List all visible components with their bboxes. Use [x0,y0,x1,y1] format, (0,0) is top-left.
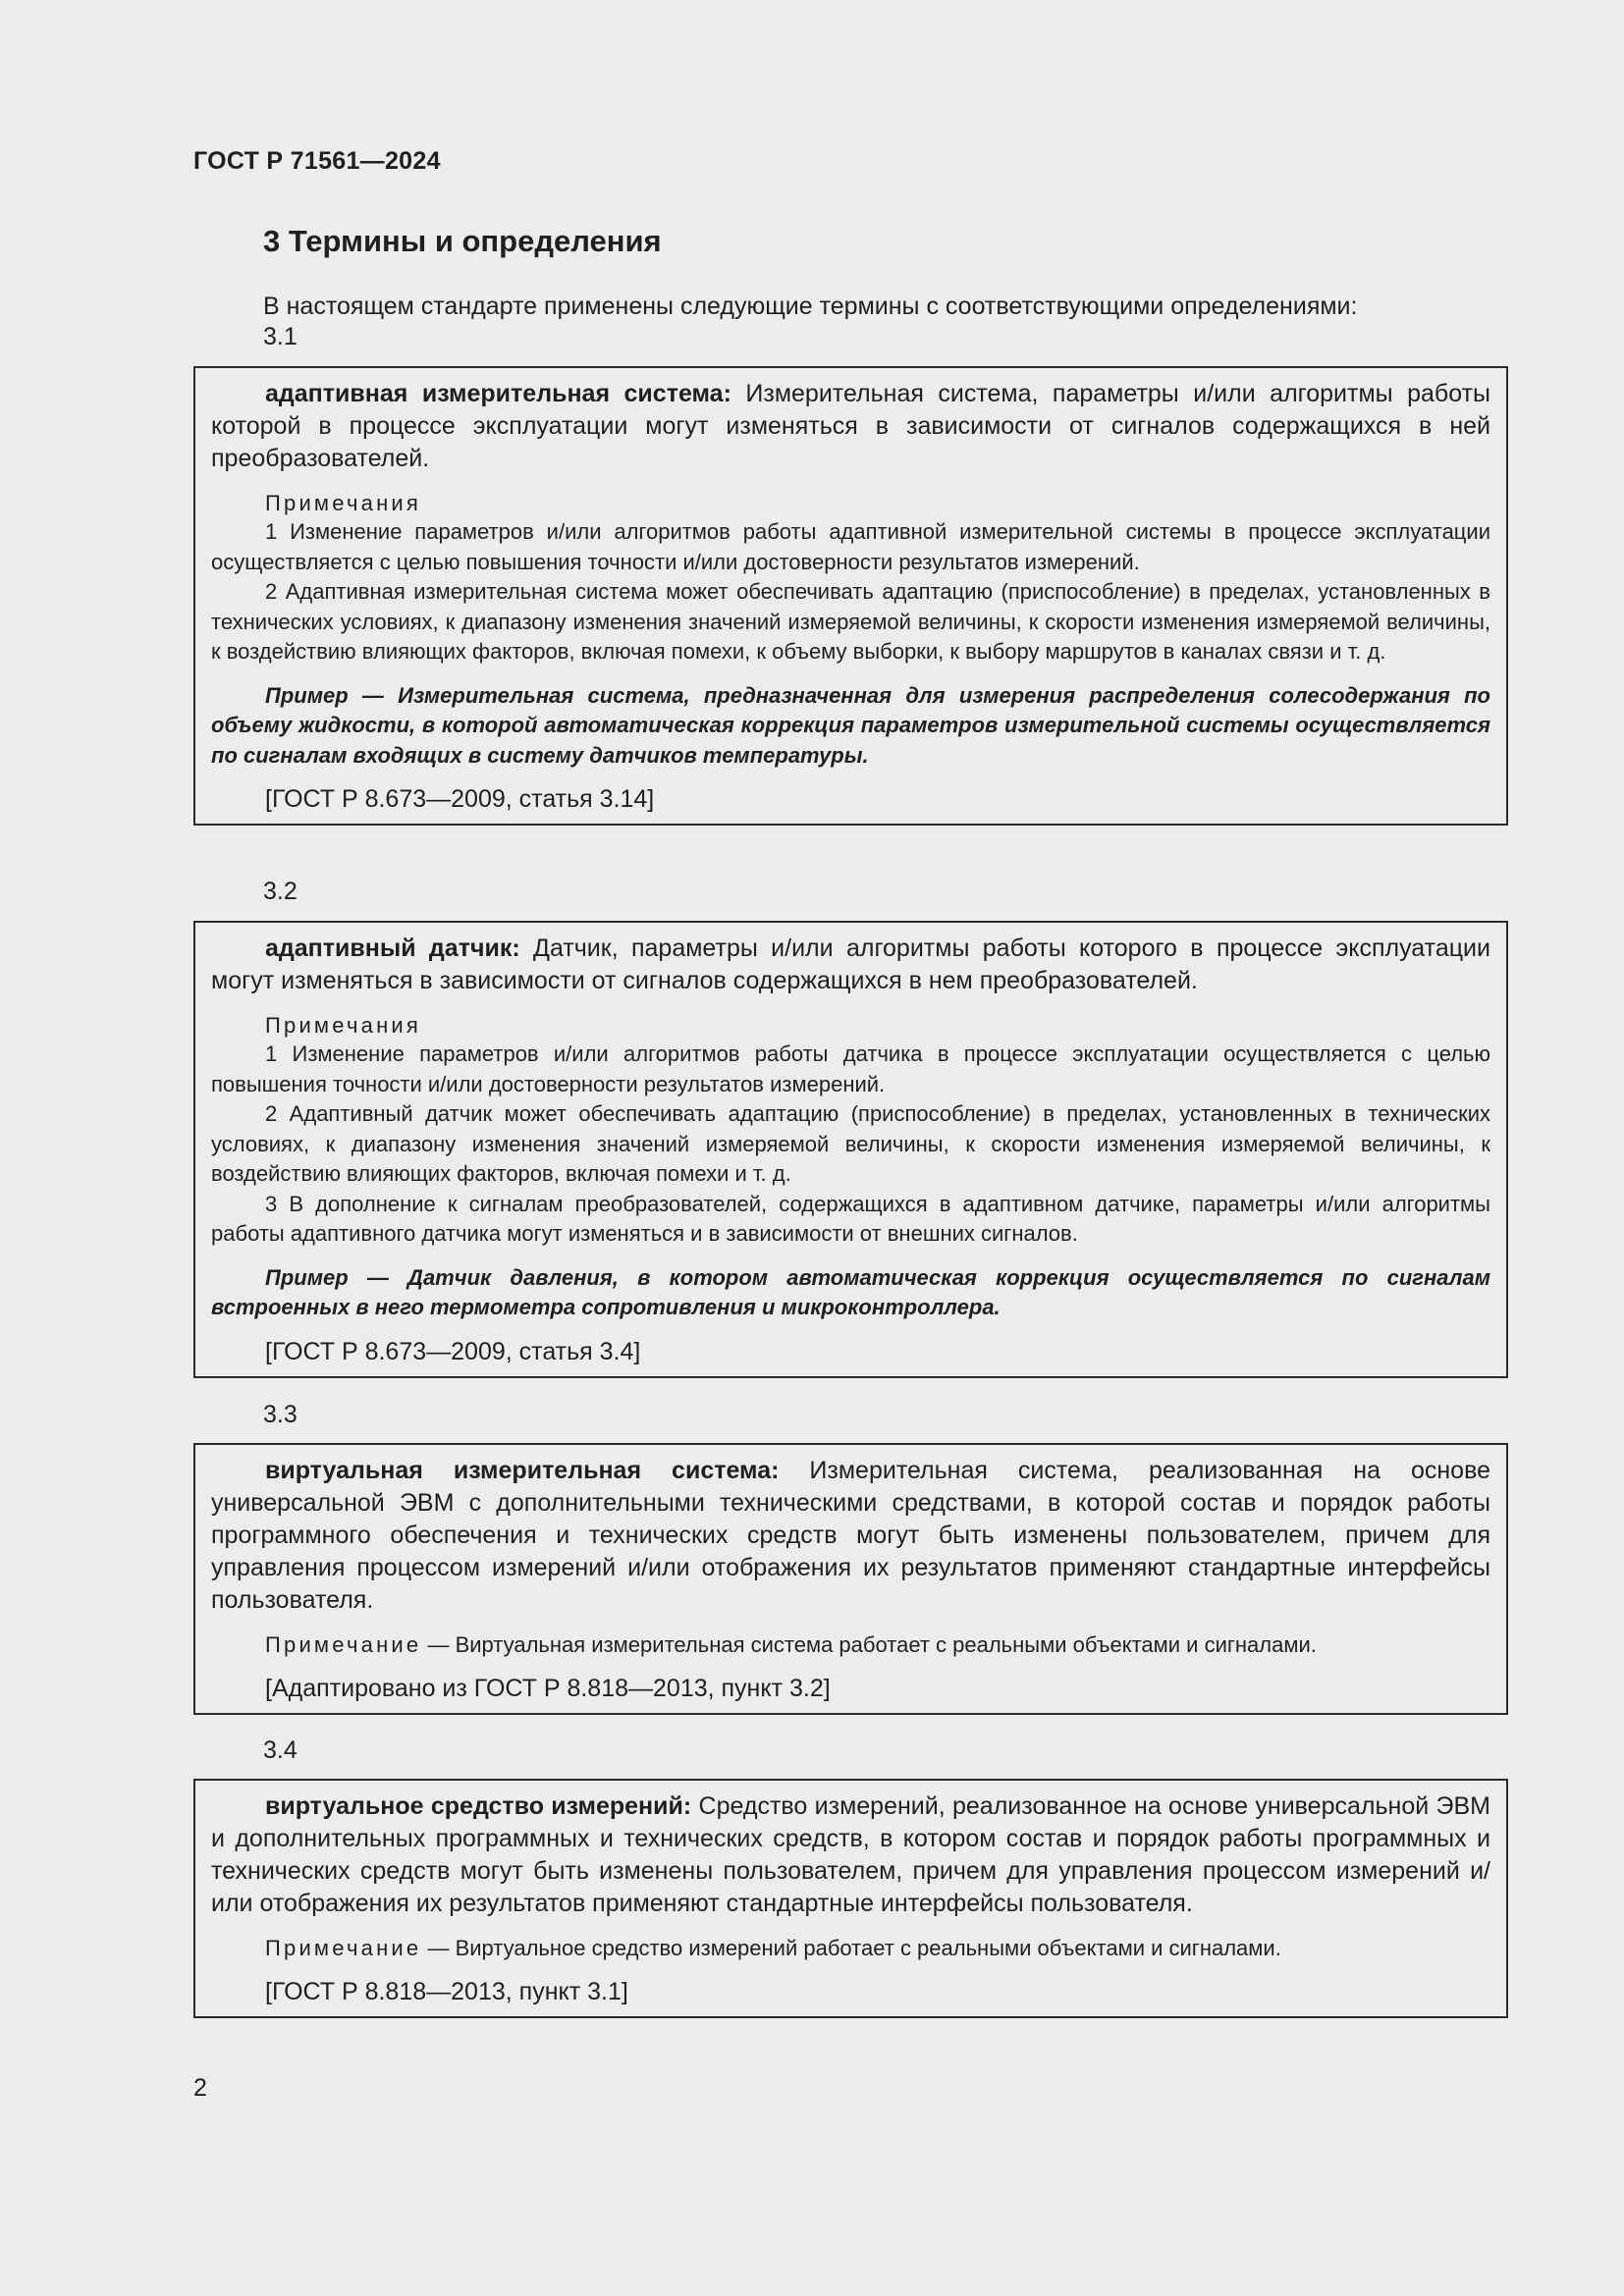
note-item: 1 Изменение параметров и/или алгоритмов работы датчика в процессе эксплуатации осуществляется с целью повышения точности и/или достоверности результатов измерений. [211,1041,1490,1096]
term-number: 3.2 [263,878,298,905]
term-definition [211,1790,1490,1920]
note-item: 1 Изменение параметров и/или алгоритмов работы адаптивной измерительной системы в процессе эксплуатации осуществляется с целью повышения точности и/или достоверности результатов измерений. [211,519,1490,574]
term-number: 3.4 [263,1736,298,1764]
term-number: 3.1 [263,323,298,350]
source-reference: [ГОСТ Р 8.673—2009, статья 3.4] [265,1337,641,1365]
definition-text: Датчик, параметры и/или алгоритмы работы которого в процессе эксплуатации могут изменяться в зависимости от сигналов содержащихся в нем преобразователей. [211,934,1490,994]
source-reference: [Адаптировано из ГОСТ Р 8.818—2013, пункт 3.2] [265,1675,831,1702]
note-line [211,1630,1490,1660]
term-box-3-1 [193,366,1508,826]
term-box-3-3 [193,1443,1508,1715]
term-box-3-2 [193,921,1508,1378]
note-text: — Виртуальное средство измерений работает с реальными объектами и сигналами. [421,1936,1281,1960]
definition-text: Средство измерений, реализованное на основе универсальной ЭВМ и дополнительных программных и технических средств, в котором состав и порядок работы программных и технических средств могут быть изменены пользователем, причем для управления процессом измерений и/или отображения их результатов применяют стандартные интерфейсы пользователя. [211,1792,1490,1917]
page-number: 2 [193,2074,207,2102]
note-line [211,1934,1490,1963]
document-header: ГОСТ Р 71561—2024 [193,147,441,175]
term-name: виртуальная измерительная система: [265,1457,780,1484]
example-text: Пример — Датчик давления, в котором автоматическая коррекция осуществляется по сигналам встроенных в него термометра сопротивления и микроконтроллера. [211,1264,1490,1319]
term-number: 3.3 [263,1401,298,1428]
term-definition [211,933,1490,997]
note-item: 2 Адаптивный датчик может обеспечивать адаптацию (приспособление) в пределах, установленных в технических условиях, к диапазону изменения значений измеряемой величины, к скорости изменения измеряемой величины, к воздействию влияющих факторов, включая помехи и т. д. [211,1101,1490,1186]
note-label: Примечание [265,1632,422,1657]
definition-text: Измерительная система, реализованная на основе универсальной ЭВМ с дополнительными техническими средствами, в которой состав и порядок работы программного обеспечения и технических средств могут быть изменены пользователем, причем для управления процессом измерений и/или отображения их результатов применяют стандартные интерфейсы пользователя. [211,1457,1490,1614]
note-text: — Виртуальная измерительная система работает с реальными объектами и сигналами. [421,1632,1317,1657]
term-name: виртуальное средство измерений: [265,1792,692,1820]
note-item: 2 Адаптивная измерительная система может обеспечивать адаптацию (приспособление) в пределах, установленных в технических условиях, к диапазону изменения значений измеряемой величины, к скорости изменения измеряемой величины, к воздействию влияющих факторов, включая помехи, к объему выборки, к выбору маршрутов в каналах связи и т. д. [211,579,1490,664]
intro-text: В настоящем стандарте применены следующие термины с соответствующими определениями: [263,293,1358,320]
section-title: 3 Термины и определения [263,224,662,258]
term-box-3-4 [193,1779,1508,2018]
notes-heading: Примечания [265,491,422,515]
term-name: адаптивная измерительная система: [265,380,731,407]
note-item: 3 В дополнение к сигналам преобразователей, содержащихся в адаптивном датчике, параметры и/или алгоритмы работы адаптивного датчика могут изменяться и в зависимости от внешних сигналов. [211,1191,1490,1246]
term-name: адаптивный датчик: [265,934,520,962]
example-text: Пример — Измерительная система, предназначенная для измерения распределения солесодержания по объему жидкости, в которой автоматическая коррекция параметров измерительной системы осуществляется по сигналам входящих в систему датчиков температуры. [211,682,1490,768]
notes-heading: Примечания [265,1013,422,1038]
source-reference: [ГОСТ Р 8.673—2009, статья 3.14] [265,785,655,813]
definition-text: Измерительная система, параметры и/или алгоритмы работы которой в процессе эксплуатации могут изменяться в зависимости от сигналов содержащихся в ней преобразователей. [211,380,1490,472]
term-definition [211,378,1490,475]
term-definition [211,1455,1490,1617]
note-label: Примечание [265,1936,422,1960]
source-reference: [ГОСТ Р 8.818—2013, пункт 3.1] [265,1978,628,2005]
